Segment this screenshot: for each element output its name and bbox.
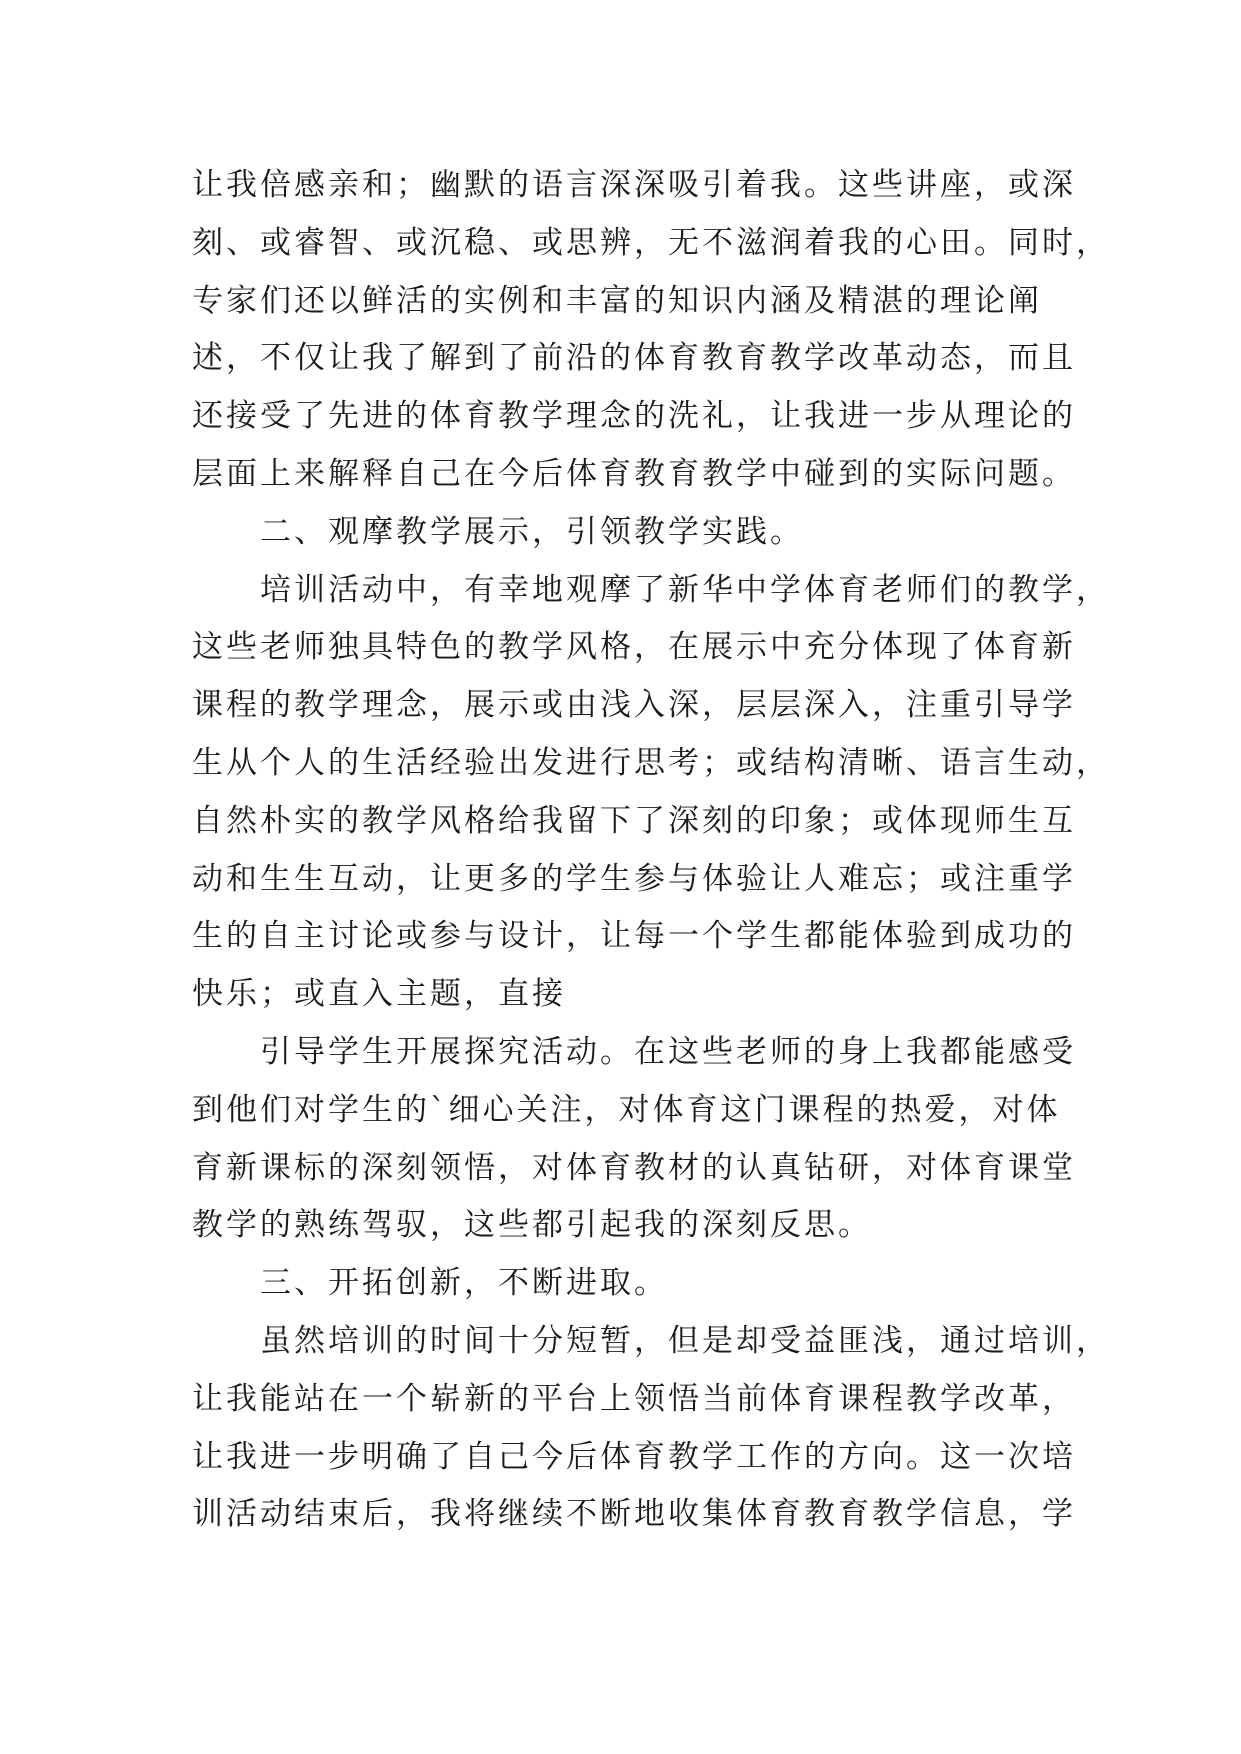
text-line: 生的自主讨论或参与设计，让每一个学生都能体验到成功的 <box>192 918 1076 955</box>
text-line: 快乐；或直入主题，直接 <box>192 976 566 1013</box>
text-line: 到他们对学生的`细心关注，对体育这门课程的热爱，对体 <box>192 1091 1061 1128</box>
text-line: 还接受了先进的体育教学理念的洗礼，让我进一步从理论的 <box>192 398 1076 435</box>
text-line: 动和生生互动，让更多的学生参与体验让人难忘；或注重学 <box>192 860 1076 897</box>
section-heading <box>192 504 1072 562</box>
paragraph <box>192 1024 1076 1255</box>
text-line: 专家们还以鲜活的实例和丰富的知识内涵及精湛的理论阐 <box>192 282 1042 319</box>
text-line: 培训活动中，有幸地观摩了新华中学体育老师们的教学， <box>260 571 1110 608</box>
text-line: 让我倍感亲和；幽默的语言深深吸引着我。这些讲座，或深 <box>192 167 1076 203</box>
text-line: 刻、或睿智、或沉稳、或思辨，无不滋润着我的心田。同时， <box>192 224 1110 261</box>
text-line: 让我进一步明确了自己今后体育教学工作的方向。这一次培 <box>192 1438 1076 1475</box>
text-line: 让我能站在一个崭新的平台上领悟当前体育课程教学改革， <box>192 1380 1076 1417</box>
text-line: 自然朴实的教学风格给我留下了深刻的印象；或体现师生互 <box>192 802 1076 839</box>
text-line: 训活动结束后，我将继续不断地收集体育教育教学信息，学 <box>192 1496 1076 1533</box>
paragraph <box>192 157 1110 504</box>
section-heading <box>192 1255 1072 1313</box>
text-line: 述，不仅让我了解到了前沿的体育教育教学改革动态，而且 <box>192 340 1076 377</box>
text-line: 育新课标的深刻领悟，对体育教材的认真钻研，对体育课堂 <box>192 1149 1076 1186</box>
text-line: 课程的教学理念，展示或由浅入深，层层深入，注重引导学 <box>192 687 1076 724</box>
text-line: 三、开拓创新，不断进取。 <box>260 1265 668 1302</box>
text-line: 生从个人的生活经验出发进行思考；或结构清晰、语言生动， <box>192 744 1110 781</box>
text-line: 二、观摩教学展示，引领教学实践。 <box>260 513 804 550</box>
text-line: 层面上来解释自己在今后体育教育教学中碰到的实际问题。 <box>192 455 1076 492</box>
text-line: 教学的熟练驾驭，这些都引起我的深刻反思。 <box>192 1207 872 1244</box>
document-body <box>192 157 1110 1544</box>
text-line: 这些老师独具特色的教学风格，在展示中充分体现了体育新 <box>192 629 1076 666</box>
paragraph <box>192 562 1110 1024</box>
paragraph <box>192 1313 1110 1544</box>
text-line: 虽然培训的时间十分短暂，但是却受益匪浅，通过培训， <box>260 1322 1110 1359</box>
text-line: 引导学生开展探究活动。在这些老师的身上我都能感受 <box>260 1033 1076 1070</box>
